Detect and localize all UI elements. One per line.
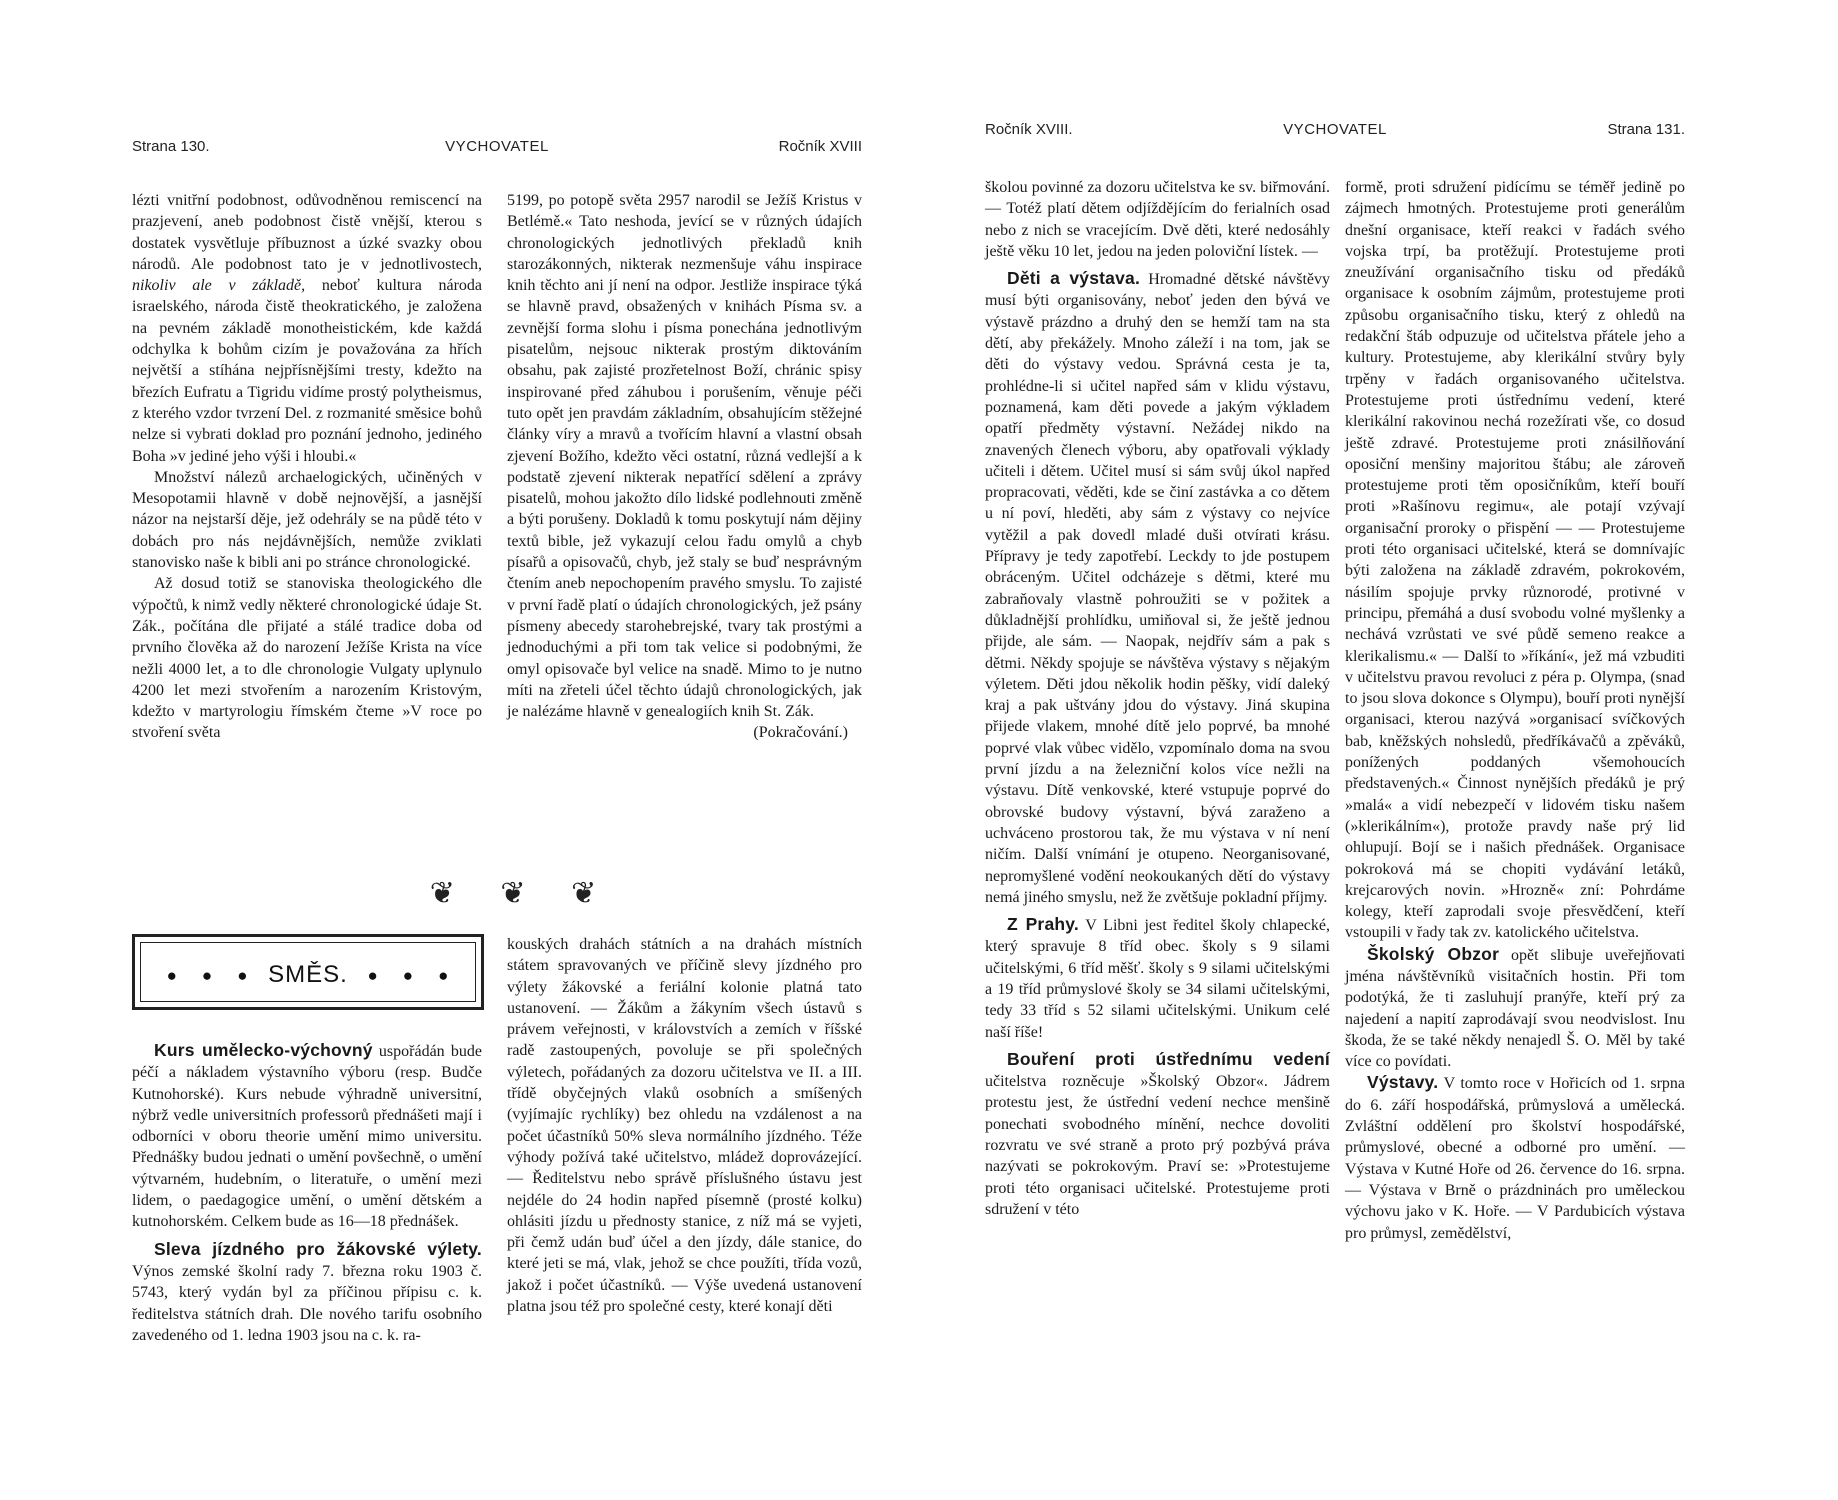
paragraph: kouských drahách státních a na drahách místních státem spravovaných ve příčině slevy jízdného pro výlety žákovské a feriální kolonie platná tato ustanovení. — Žákům a žákyním všech ústavů s právem veřejnosti, v královstvích a zemích v říšské radě zastoupených, povoluje se při společných výletech, pořádaných za dozoru učitelstva ve II. a III. třídě obyčejných vlaků osobních a smíšených (vyjímajíc rychlíky) bez ohledu na vzdálenost a na počet účastníků 50% sleva normálního jízdného. Téže výhody požívá také učitelstvo, mládež doprovázející. — Ředitelstvu nebo správě příslušného ústavu jest nejdéle do 24 hodin napřed písemně (prosté kolku) ohlásiti jízdu u přednosty stanice, z níž má se vyjeti, při čemž udán buď účel a den jízdy, dále stanice, do které jeti se má, vlak, jehož se chce použíti, třída vozů, jakož i počet účastníků. — Výše uvedená ustanovení platna jsou též pro společné cesty, které konají děti — [507, 936, 862, 1316]
bullet-icon: ● — [237, 965, 249, 985]
bullet-icon: ● — [166, 965, 178, 985]
right-column-2 — [1345, 177, 1685, 1244]
left-bottom-column-2 — [507, 934, 862, 1317]
page-number: Strana 131. — [1607, 121, 1685, 138]
page-number: Strana 130. — [132, 138, 210, 155]
paragraph: školou povinné za dozoru učitelstva ke sv. biřmování. — Totéž platí dětem odjíždějícím do ferialních osad nebo z nich se vracejícím. Dvě děti, které nedosáhly ještě věku 10 let, jedou na jeden poloviční lístek. — — [985, 179, 1330, 260]
article-heading: Výstavy. — [1367, 1072, 1439, 1093]
paragraph: Množství nálezů archaelogických, učiněných v Mesopotamii hlavně v době nejnovější, a jasnější názor na nejstarší děje, jež odehrály se na půdě této v dobách pro nás nejdávnějších, nemůže zviklati stanovisko naše k bibli ani po stránce chronologické. — [132, 468, 482, 572]
emphasis: nikoliv ale v základě, — [132, 277, 306, 295]
article-heading: Děti a výstava. — [1007, 268, 1141, 289]
continued-note: (Pokračování.) — [753, 724, 848, 742]
bullet-icon: ● — [201, 965, 214, 985]
article-vystavy: Výstavy. V tomto roce v Hořicích od 1. srpna do 6. září hospodářská, průmyslová a umělecká. Zvláštní oddělení pro školství hospodářské, průmyslové, obecné a odborné pro umění. — Výstava v Kutné Hoře od 26. července do 16. srpna. — Výstava v Brně o prázdninách pro uměleckou výchovu jako v K. Hoře. — V Pardubicích výstava pro průmysl, zemědělství, — [1345, 1072, 1685, 1242]
article-bourani: Bouření proti ústřednímu vedení učitelstva rozněcuje »Školský Obzor«. Jádrem protestu jest, že ústřední vedení nechce menšině ponechati svobodného mínění, nechce dovoliti rozvratu ve své straně a proto prý pozbývá práva nazývati se pokrokovým. Praví se: »Protestujeme proti této organisaci učitelské. Protestujeme proti sdružení v této — [985, 1048, 1330, 1218]
paragraph: lézti vnitřní podobnost, odůvodněnou remiscencí na prazjevení, aneb podobnost čistě vnější, kterou s dostatek vysvětluje příbuznost a úzké svazky obou národů. Ale podobnost tato je v jednotlivostech, nikoliv ale v základě, neboť kultura národa israelského, národa čistě theokratického, je založena na pevném základě monotheistickém, kde každá odchylka k bohům cizím je považována za hřích největší a stíhána nejpřísnějšími tresty, kdežto na březích Eufratu a Tigridu vidíme prostý polytheismus, z kterého vzdor tvrzení Del. z rozmanité směsice bohů nelze si vybrati doklad pro poznání jednoho, jediného Boha »v jediné jeho výši i hloubi.« — [132, 192, 483, 465]
article-heading: Školský Obzor — [1367, 943, 1500, 964]
article-kurs: Kurs umělecko-výchovný uspořádán bude péčí a nákladem výstavního výboru (resp. Budče Kutnohorské). Kurs nebude výhradně universitní, nýbrž vedle universitních professorů přednášeti mají i odborníci v oboru theorie umění mimo universitu. Přednášky budou jednati o umění povšechně, o umění výtvarném, hudebním, o literatuře, o umění mezi lidem, o paedagogice umění, o umění dětském a kutnohorském. Celkem bude as 16—18 přednášek. — [132, 1040, 482, 1231]
bullet-icon: ● — [367, 965, 379, 985]
article-obzor: Školský Obzor opět slibuje uveřejňovati jména návštěvníků visitačních hostin. Při tom podotýká, že ti zasluhují pranýře, kteří prý za najedení a napití zaprodávají svou neodvislost. Inu škoda, že se také někdy nenajedl Š. O. Měl by také více co povídati. — [1345, 943, 1686, 1071]
journal-title: VYCHOVATEL — [445, 138, 549, 155]
bullet-icon: ● — [438, 965, 450, 985]
left-top-column-1 — [132, 190, 482, 744]
article-heading: Bouření proti ústřednímu vedení — [1007, 1048, 1330, 1069]
smes-section-heading — [132, 934, 484, 1010]
right-page — [985, 0, 1685, 1500]
paragraph: 5199, po potopě světa 2957 narodil se Ježíš Kristus v Betlémě.« Tato neshoda, jevící se v různých údajích chronologických jednotlivých překladů knih starozákonných, nikterak nezmenšuje váhu inspirace knih těchto ani jí není na odpor. Jestliže inspirace týká se hlavně pravd, obsažených v knihách Písma sv. a zevnější forma slohu i písma ponechána jednotlivým pisatelům, nejsouc nikterak prostým diktováním obsahu, pak zajisté prozřetelnost Boží, chránic spisy inspirované před záhubou i porušením, věnuje péči tuto opět jen pravdám základním, obsahujícím stěžejné články víry a mravů a tvořícím hlavní a vlastní obsah zjevení Božího, kdežto věci ostatní, různá vedlejší a k podstatě zjevení nikterak nepatřící sdělení a zprávy pisatelů, mohou jakožto dílo lidské podlehnouti změně a býti porušeny. Dokladů k tomu poskytují nám dějiny textů bible, jež vykazují celou řadu omylů a chyb písařů a opisovačů, chyb, jež staly se buď nesprávným čtením aneb nepochopením pravého smyslu. To zajisté v první řadě platí o údajích chronologických, jež psány písmeny abecedy starohebrejské, tvary tak prostými a jednoduchými a při tom tak velice si podobnými, že omyl opisovače byl velice na snadě. Mimo to je nutno míti na zřeteli účel těchto údajů chronologických, jak je nalézáme hlavně v genealogiích knih St. Zák. — [507, 192, 862, 721]
journal-title: VYCHOVATEL — [1283, 121, 1387, 138]
volume-label: Ročník XVIII — [778, 138, 862, 155]
left-page — [132, 0, 862, 1500]
article-heading: Z Prahy. — [1007, 914, 1079, 935]
right-column-1 — [985, 177, 1330, 1220]
section-title: SMĚS. — [268, 961, 348, 988]
article-praha: Z Prahy. V Libni jest ředitel školy chlapecké, který spravuje 8 tříd obec. školy s 9 silami učitelskými, 6 tříd měšť. školy s 9 silami učitelskými a 19 tříd průmyslové školy se 34 silami učitelskými, tedy 33 tříd s 52 silami učitelskými. Unikum celé naší říše! — [985, 914, 1330, 1041]
article-heading: Kurs umělecko-výchovný — [154, 1040, 373, 1060]
paragraph: formě, proti sdružení pidícímu se téměř jedině po zájmech hmotných. Protestujeme proti generálům dnešní organisace, kteří reakci v řadách svého vojska trpí, ba protěžují. Protestujeme proti zneužívání organisačního tisku od předáků organisace k osobním zájmům, protestujeme proti způsobu organisačního tisku, který z ohledů na redakční štáb odpuzuje od učitelstva přátele jeho a kultury. Protestujeme, aby klerikální stvůry byly trpěny v řadách organisovaného učitelstva. Protestujeme proti ústřednímu vedení, které klerikální rakovinou nechá rozežírati vše, co dosud ještě zdravé. Protestujeme proti znásilňování oposiční menšiny majoritou štábu; ale zároveň protestujeme proti těm oposičníkům, kteří bouří proti »Rašínovu regimu«, ale potají vzývají organisační proroky o přispění — — Protestujeme proti této organisaci učitelské, která se domnívajíc býti založena na základě zdravém, pokrokovém, násilím spojuje prvky různorodé, protivné v principu, přemáhá a dusí svobodu volné myšlenky a nechává vzrůstati ve své půdě semeno reakce a klerikalismu.« — Další to »říkání«, jež má vzbuditi v učitelstvu pravou revoluci z péra p. Olympa, (snad to jsou slova dokonce s Olympu), bouří proti nynější organisaci, kterou nazývá »organisací svíčkových bab, kněžských nohsledů, předříkávačů a zpěváků, ponížených poddaných všemohoucích představených.« Činnost nynějších předáků je prý »malá« a vidí nebezpečí v lidovém tisku našem (»klerikálním«), protože pravdy naše prý lid ohlupují. Bojí se i našich přednášek. Organisace pokroková má se chopiti vydávání letáků, krejcarových novin. »Hrozně« zní: Pohrdáme kolegy, kteří zaprodali svoje přesvědčení, kteří vstoupili v řady tak zv. katolického učitelstva. — [1345, 179, 1685, 942]
left-top-column-2 — [507, 190, 862, 744]
article-sleva: Sleva jízdného pro žákovské výlety. Výnos zemské školní rady 7. března roku 1903 č. 5743, který vydán byl za příčinou přípisu c. k. ředitelstva státních drah. Dle nového tarifu osobního zavedeného od 1. ledna 1903 jsou na c. k. ra- — [132, 1238, 482, 1344]
article-heading: Sleva jízdného pro žákovské výlety. — [154, 1238, 482, 1259]
volume-label: Ročník XVIII. — [985, 121, 1073, 138]
article-deti: Děti a výstava. Hromadné dětské návštěvy musí býti organisovány, neboť jeden den bývá ve výstavě prázdno a druhý den se hemží tam na sta dětí, aby překážely. Mnoho záleží i na tom, jak se děti do výstavy vedou. Správná cesta je ta, prohlédne-li si učitel napřed sám v klidu výstavu, poznamená, kam děti povede a jakým výkladem opatří předměty výstavní. Nežádej nikdo na znavených členech výboru, aby opatřovali výklady učiteli i dětem. Učitel musí si sám svůj úkol napřed propracovati, věděti, kde se činí zastávka a co dětem u ní poví, hleděti, aby sám z výstavy co nejvíce vytěžil a pak dovedl mladé duši otvírati krásu. Přípravy je tedy zapotřebí. Leckdy to jde postupem obráceným. Učitel odcházeje s dětmi, které mu zabraňovaly vlastně pohroužiti se v požitek a důkladnější prohlídku, umiňoval si, že ještě jednou přijde, ale sám. — Naopak, nejdřív sám a pak s dětmi. Někdy spojuje se návštěva výstavy s nějakým výletem. Děti jdou několik hodin pěšky, vidí daleký kraj a pak uštvány jdou do výstavy. Jiná skupina přijede vlakem, mnohé dítě jelo poprvé, ba mnohé poprvé vlak vůbec vidělo, vzpomínalo doma na svou první jízdu a na železniční kolos více nežli na výstavu. Dítě venkovské, které vstupuje poprvé do obrovské budovy výstavní, bývá zaraženo a uchváceno prostorou tak, že mu výstava v ní není ničím. Další vnímání je otupeno. Neorganisované, nepromyšlené vodění neokoukaných dětí do výstavy nemá jiného smyslu, než že zvětšuje pokladní příjmy. — [985, 268, 1331, 906]
left-bottom-column-1 — [132, 1040, 482, 1346]
bullet-icon: ● — [402, 965, 415, 985]
section-ornament: ❦ ❦ ❦ — [429, 876, 615, 911]
paragraph: Až dosud totiž se stanoviska theologického dle výpočtů, k nimž vedly některé chronologické údaje St. Zák., počítána dle přijaté a stálé tradice doba od prvního člověka až do narození Ježíše Krista na více nežli 4000 let, a to dle chronologie Vulgaty uplynulo 4200 let mezi stvořením a narozením Kristovým, kdežto v martyrologiu římském čteme »V roce po stvoření světa — [132, 575, 482, 742]
